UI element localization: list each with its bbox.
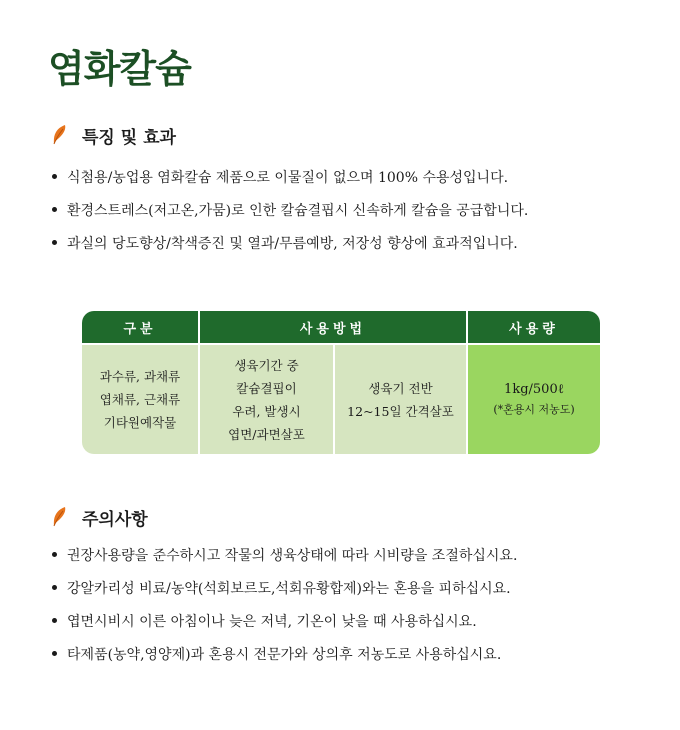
bullet-dot [52,174,57,179]
header-method: 사용방법 [200,311,466,343]
caution-text: 강알카리성 비료/농약(석회보르도,석회유황합제)와는 혼용을 피하십시요. [67,580,511,597]
list-item [52,637,517,670]
cell-category [82,345,198,454]
feature-text: 식첨용/농업용 염화칼슘 제품으로 이물질이 없으며 100% 수용성입니다. [67,169,509,186]
cell-amount [468,345,600,454]
usage-table [82,311,600,454]
method-line: 생육기간 중 [234,357,299,373]
bullet-dot [52,207,57,212]
bullet-dot [52,651,57,656]
caution-text: 권장사용량을 준수하시고 작물의 생육상태에 따라 시비량을 조절하십시요. [67,547,518,564]
features-header [52,123,176,147]
category-line: 과수류, 과채류 [99,369,181,384]
leaf-icon [52,124,68,146]
category-line: 엽채류, 근채류 [99,392,181,407]
feature-text: 과실의 당도향상/착색증진 및 열과/무름예방, 저장성 향상에 효과적입니다. [67,235,518,252]
method-line: 칼슘결핍이 [236,380,297,396]
list-item [52,160,528,193]
list-item [52,604,517,637]
bullet-dot [52,585,57,590]
bullet-dot [52,240,57,245]
timing-line: 12~15일 간격살포 [347,403,454,419]
features-title: 특징 및 효과 [82,127,176,148]
timing-line: 생육기 전반 [368,380,433,396]
list-item [52,193,528,226]
caution-text: 타제품(농약,영양제)과 혼용시 전문가와 상의후 저농도로 사용하십시요. [67,646,502,663]
amount-note: (*혼용시 저농도) [493,402,575,416]
leaf-icon [52,506,68,528]
list-item [52,226,528,259]
category-line: 기타원예작물 [103,415,177,430]
features-list [52,160,528,259]
cautions-header [52,505,148,529]
cautions-list [52,538,517,670]
header-amount: 사용량 [468,311,600,343]
cell-method-condition [200,345,333,454]
cell-method-timing [335,345,466,454]
cautions-title: 주의사항 [82,509,148,530]
list-item [52,571,517,604]
method-line: 우려, 발생시 [232,403,301,419]
caution-text: 엽면시비시 이른 아침이나 늦은 저녁, 기온이 낮을 때 사용하십시요. [67,613,477,630]
bullet-dot [52,618,57,623]
page-title: 염화칼슘 [48,47,191,91]
amount-value: 1kg/500ℓ [504,381,564,397]
feature-text: 환경스트레스(저고온,가뭄)로 인한 칼슘결핍시 신속하게 칼슘을 공급합니다. [67,202,529,219]
header-category: 구분 [82,311,198,343]
method-line: 엽면/과면살포 [228,426,305,442]
list-item [52,538,517,571]
bullet-dot [52,552,57,557]
